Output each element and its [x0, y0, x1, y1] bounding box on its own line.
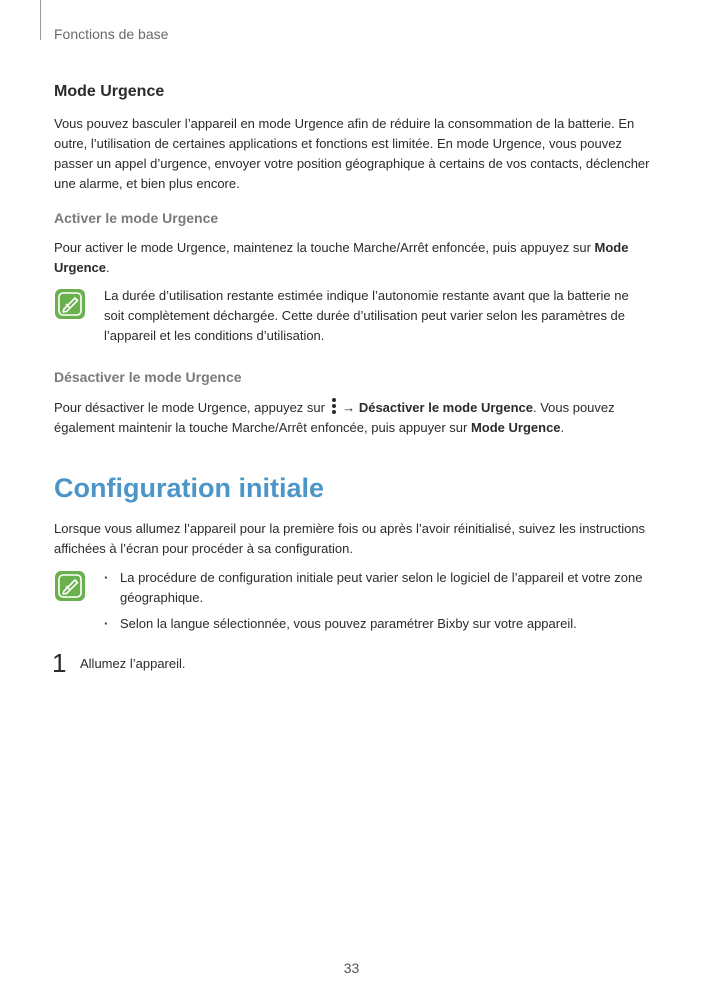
battery-note: La durée d’utilisation restante estimée indique l’autonomie restante avant que la batterie ne soit complètement déchargée. Cette durée d’utilisation peut varier selon les paramètres de l’appareil et les conditions d’utilisation. — [104, 288, 629, 343]
subsection-title-deactivate: Désactiver le mode Urgence — [54, 369, 242, 385]
emergency-intro: Vous pouvez basculer l’appareil en mode Urgence afin de réduire la consommation de la batterie. En outre, l’utilisation de certaines applications et fonctions est limitée. En mode Urgence, vous pouvez passer un appel d’urgence, envoyer votre position géographique à certains de vos contacts, déclencher une alarme, et bien plus encore. — [54, 116, 650, 191]
mode-urgence-bold-2: Mode Urgence — [470, 420, 561, 435]
step-text: Allumez l’appareil. — [80, 656, 186, 671]
setup-notes-list — [104, 568, 652, 640]
subsection-title-activate: Activer le mode Urgence — [54, 210, 219, 226]
mode-urgence-bold: Mode Urgence — [54, 240, 629, 275]
header-title: Fonctions de base — [54, 26, 169, 42]
list-item: · Selon la langue sélectionnée, vous pouvez paramétrer Bixby sur votre appareil. — [104, 614, 652, 634]
note-icon — [54, 288, 86, 320]
page-number: 33 — [343, 960, 360, 976]
list-item: · La procédure de configuration initiale peut varier selon le logiciel de l’appareil et votre zone géographique. — [104, 568, 652, 608]
more-options-icon — [331, 397, 337, 415]
note-icon-setup — [54, 570, 86, 602]
deactivate-paragraph: Pour désactiver le mode Urgence, appuyez sur → Désactiver le mode Urgence. Vous pouvez également maintenir la touche Marche/Arrêt enfoncée, puis appuyer sur Mode Urgence. — [54, 397, 654, 438]
header-rule — [40, 0, 41, 40]
activate-paragraph: Pour activer le mode Urgence, maintenez la touche Marche/Arrêt enfoncée, puis appuyez sur Mode Urgence. — [54, 240, 629, 275]
chapter-title-setup: Configuration initiale — [54, 473, 324, 503]
setup-intro: Lorsque vous allumez l’appareil pour la première fois ou après l’avoir réinitialisé, suivez les instructions affichées à l’écran pour procéder à sa configuration. — [54, 521, 646, 556]
section-title-emergency: Mode Urgence — [54, 83, 165, 100]
deactivate-option-bold: Désactiver le mode Urgence — [358, 400, 533, 415]
step-number: 1 — [52, 648, 67, 678]
